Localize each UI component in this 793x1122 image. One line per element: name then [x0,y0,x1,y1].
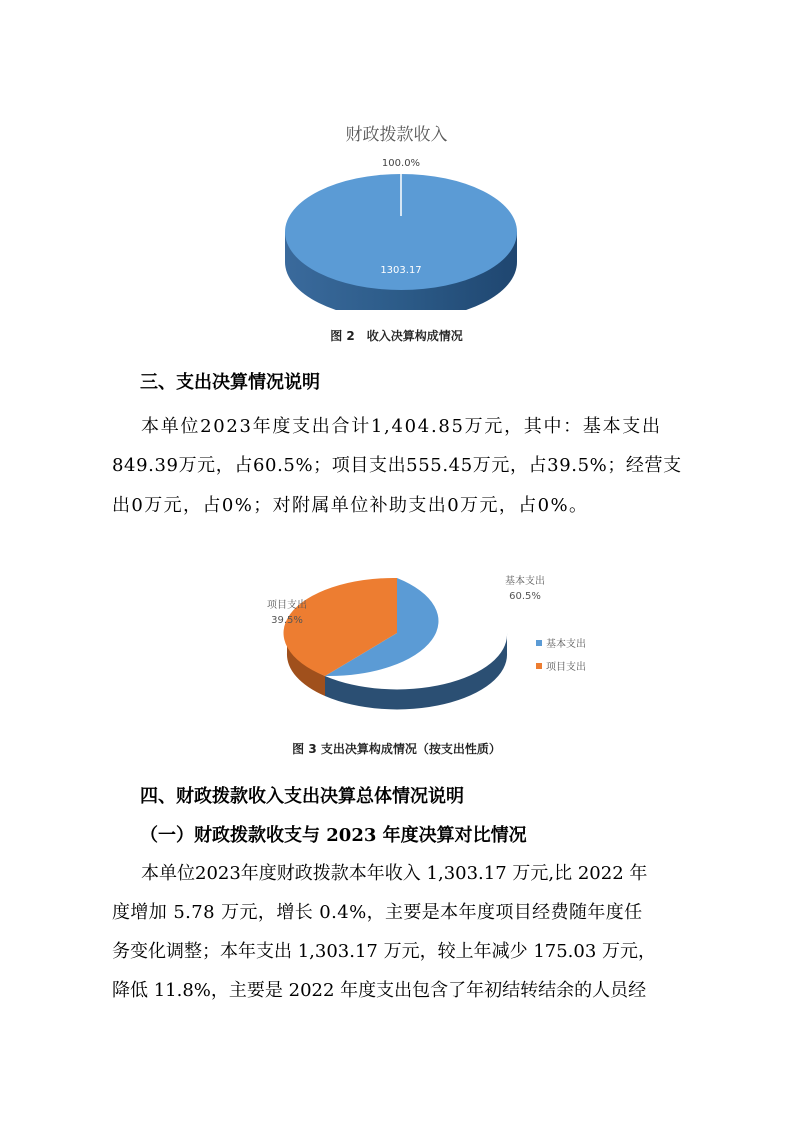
section4-line: 降低 11.8%，主要是 2022 年度支出包含了年初结转结余的人员经 [112,980,647,1001]
figure3-pie-chart [255,570,595,720]
section3-line: 849.39万元，占60.5%；项目支出555.45万元，占39.5%；经营支 [112,455,682,476]
section4-line: 务变化调整；本年支出 1,303.17 万元，较上年减少 175.03 万元， [112,941,657,962]
figure3-label-project-name: 项目支出 [267,600,307,611]
figure2-caption: 图 2 收入决算构成情况 [330,329,463,343]
section3-line: 本单位2023年度支出合计1,404.85万元，其中：基本支出 [141,416,662,437]
figure3-caption: 图 3 支出决算构成情况（按支出性质） [292,742,501,756]
figure3-legend-marker-project [536,663,542,669]
figure3-label-basic-percent: 60.5% [509,591,541,602]
section4-heading: 四、财政拨款收入支出决算总体情况说明 [140,786,464,807]
section4-line: 本单位2023年度财政拨款本年收入 1,303.17 万元,比 2022 年 [141,863,648,884]
figure3-legend-project: 项目支出 [546,662,586,673]
figure3-label-basic-name: 基本支出 [505,576,545,587]
figure3-label-project-percent: 39.5% [271,615,303,626]
section3-heading: 三、支出决算情况说明 [140,372,320,393]
figure2-percent-label: 100.0% [381,158,421,169]
figure3-legend-marker-basic [536,640,542,646]
section4-subheading: （一）财政拨款收支与 2023 年度决算对比情况 [140,825,527,846]
figure2-value-label: 1303.17 [380,265,422,276]
figure2-pie-chart [270,150,530,310]
section3-line: 出0万元，占0%；对附属单位补助支出0万元，占0%。 [112,495,589,516]
figure3-legend-basic: 基本支出 [546,639,586,650]
section4-line: 度增加 5.78 万元，增长 0.4%，主要是本年度项目经费随年度任 [112,902,643,923]
figure2-chart-title: 财政拨款收入 [345,125,448,145]
